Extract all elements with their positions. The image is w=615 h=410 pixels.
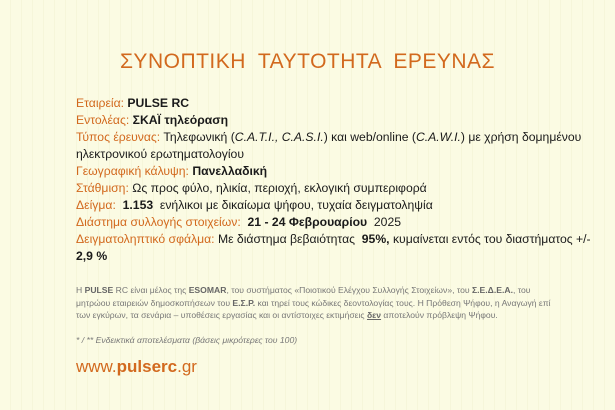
disclaimer-text-b: RC είναι μέλος της xyxy=(113,285,189,295)
survey-type-row xyxy=(76,129,596,163)
url-suffix: .gr xyxy=(177,357,197,376)
url-prefix: www. xyxy=(76,357,117,376)
disclaimer xyxy=(76,284,564,322)
survey-type-cawi: C.A.W.I. xyxy=(415,130,461,144)
client-row xyxy=(76,112,596,129)
period-dates: 21 - 24 Φεβρουαρίου xyxy=(247,215,368,229)
coverage-label: Γεωγραφική κάλυψη: xyxy=(76,164,189,178)
company-value: PULSE RC xyxy=(127,96,190,110)
website-link[interactable] xyxy=(76,357,197,377)
survey-type-text-3: ) με χρήση δομημένου ηλεκτρονικού ερωτηματολογίου xyxy=(76,130,582,161)
survey-type-text-2: ) και web/online ( xyxy=(323,130,416,144)
company-label: Εταιρεία: xyxy=(76,96,125,110)
disclaimer-esomar: ESOMAR xyxy=(188,285,227,295)
sample-text: ενήλικοι με δικαίωμα ψήφου, τυχαία δειγματοληψία xyxy=(159,198,433,212)
disclaimer-sedea: Σ.Ε.Δ.Ε.Α. xyxy=(472,285,513,295)
disclaimer-text-a: Η xyxy=(76,285,85,295)
page-title: ΣΥΝΟΠΤΙΚΗ ΤΑΥΤΟΤΗΤΑ ΕΡΕΥΝΑΣ xyxy=(119,50,496,73)
error-text-1: Με διάστημα βεβαιότητας xyxy=(217,232,355,246)
period-row xyxy=(76,214,596,231)
url-brand: pulserc xyxy=(116,357,178,376)
survey-info xyxy=(76,95,596,265)
period-year: 2025 xyxy=(373,215,402,229)
survey-type-label: Τύπος έρευνας: xyxy=(76,130,161,144)
period-label: Διάστημα συλλογής στοιχείων: xyxy=(76,215,241,229)
error-text-2: κυμαίνεται εντός του διαστήματος +/- xyxy=(392,232,591,246)
disclaimer-esr: Ε.Σ.Ρ. xyxy=(232,297,256,308)
footnote: * / ** Ενδεικτικά αποτελέσματα (βάσεις μικρότερες του 100) xyxy=(76,335,298,345)
client-label: Εντολέας: xyxy=(76,113,130,127)
error-label: Δειγματοληπτικό σφάλμα: xyxy=(76,232,215,246)
disclaimer-text-c: , του συστήματος «Ποιοτικού Ελέγχου Συλλογής Στοιχείων», του xyxy=(226,285,473,295)
disclaimer-text-e: και τηρεί τους κώδικες δεοντολογίας τους. Η Πρόθεση Ψήφου, η Αναγωγή επί των εγκύρων, τα σενάρια – υποθέσεις εργασίας και οι αντίστοιχες εκτιμήσεις xyxy=(76,297,551,320)
disclaimer-text-d: , του μητρώου εταιρειών δημοσκοπήσεων του xyxy=(76,285,531,308)
weighting-label: Στάθμιση: xyxy=(76,181,129,195)
sample-number: 1.153 xyxy=(122,198,154,212)
survey-type-text-1: Τηλεφωνική ( xyxy=(163,130,235,144)
error-confidence: 95%, xyxy=(361,232,390,246)
disclaimer-den: δεν xyxy=(366,310,382,320)
sample-label: Δείγμα: xyxy=(76,198,116,212)
sample-row xyxy=(76,197,596,214)
coverage-row xyxy=(76,163,596,180)
client-value: ΣΚΑΪ τηλεόραση xyxy=(132,113,229,127)
weighting-row xyxy=(76,180,596,197)
survey-type-cati: C.A.T.I., C.A.S.I. xyxy=(234,130,324,144)
disclaimer-pulse: PULSE xyxy=(84,285,114,295)
error-margin: 2,9 % xyxy=(76,249,108,263)
coverage-value: Πανελλαδική xyxy=(192,164,268,178)
weighting-value: Ως προς φύλο, ηλικία, περιοχή, εκλογική συμπεριφορά xyxy=(132,181,427,195)
company-row xyxy=(76,95,596,112)
error-row xyxy=(76,231,596,265)
disclaimer-text-f: αποτελούν πρόβλεψη Ψήφου. xyxy=(381,310,498,320)
